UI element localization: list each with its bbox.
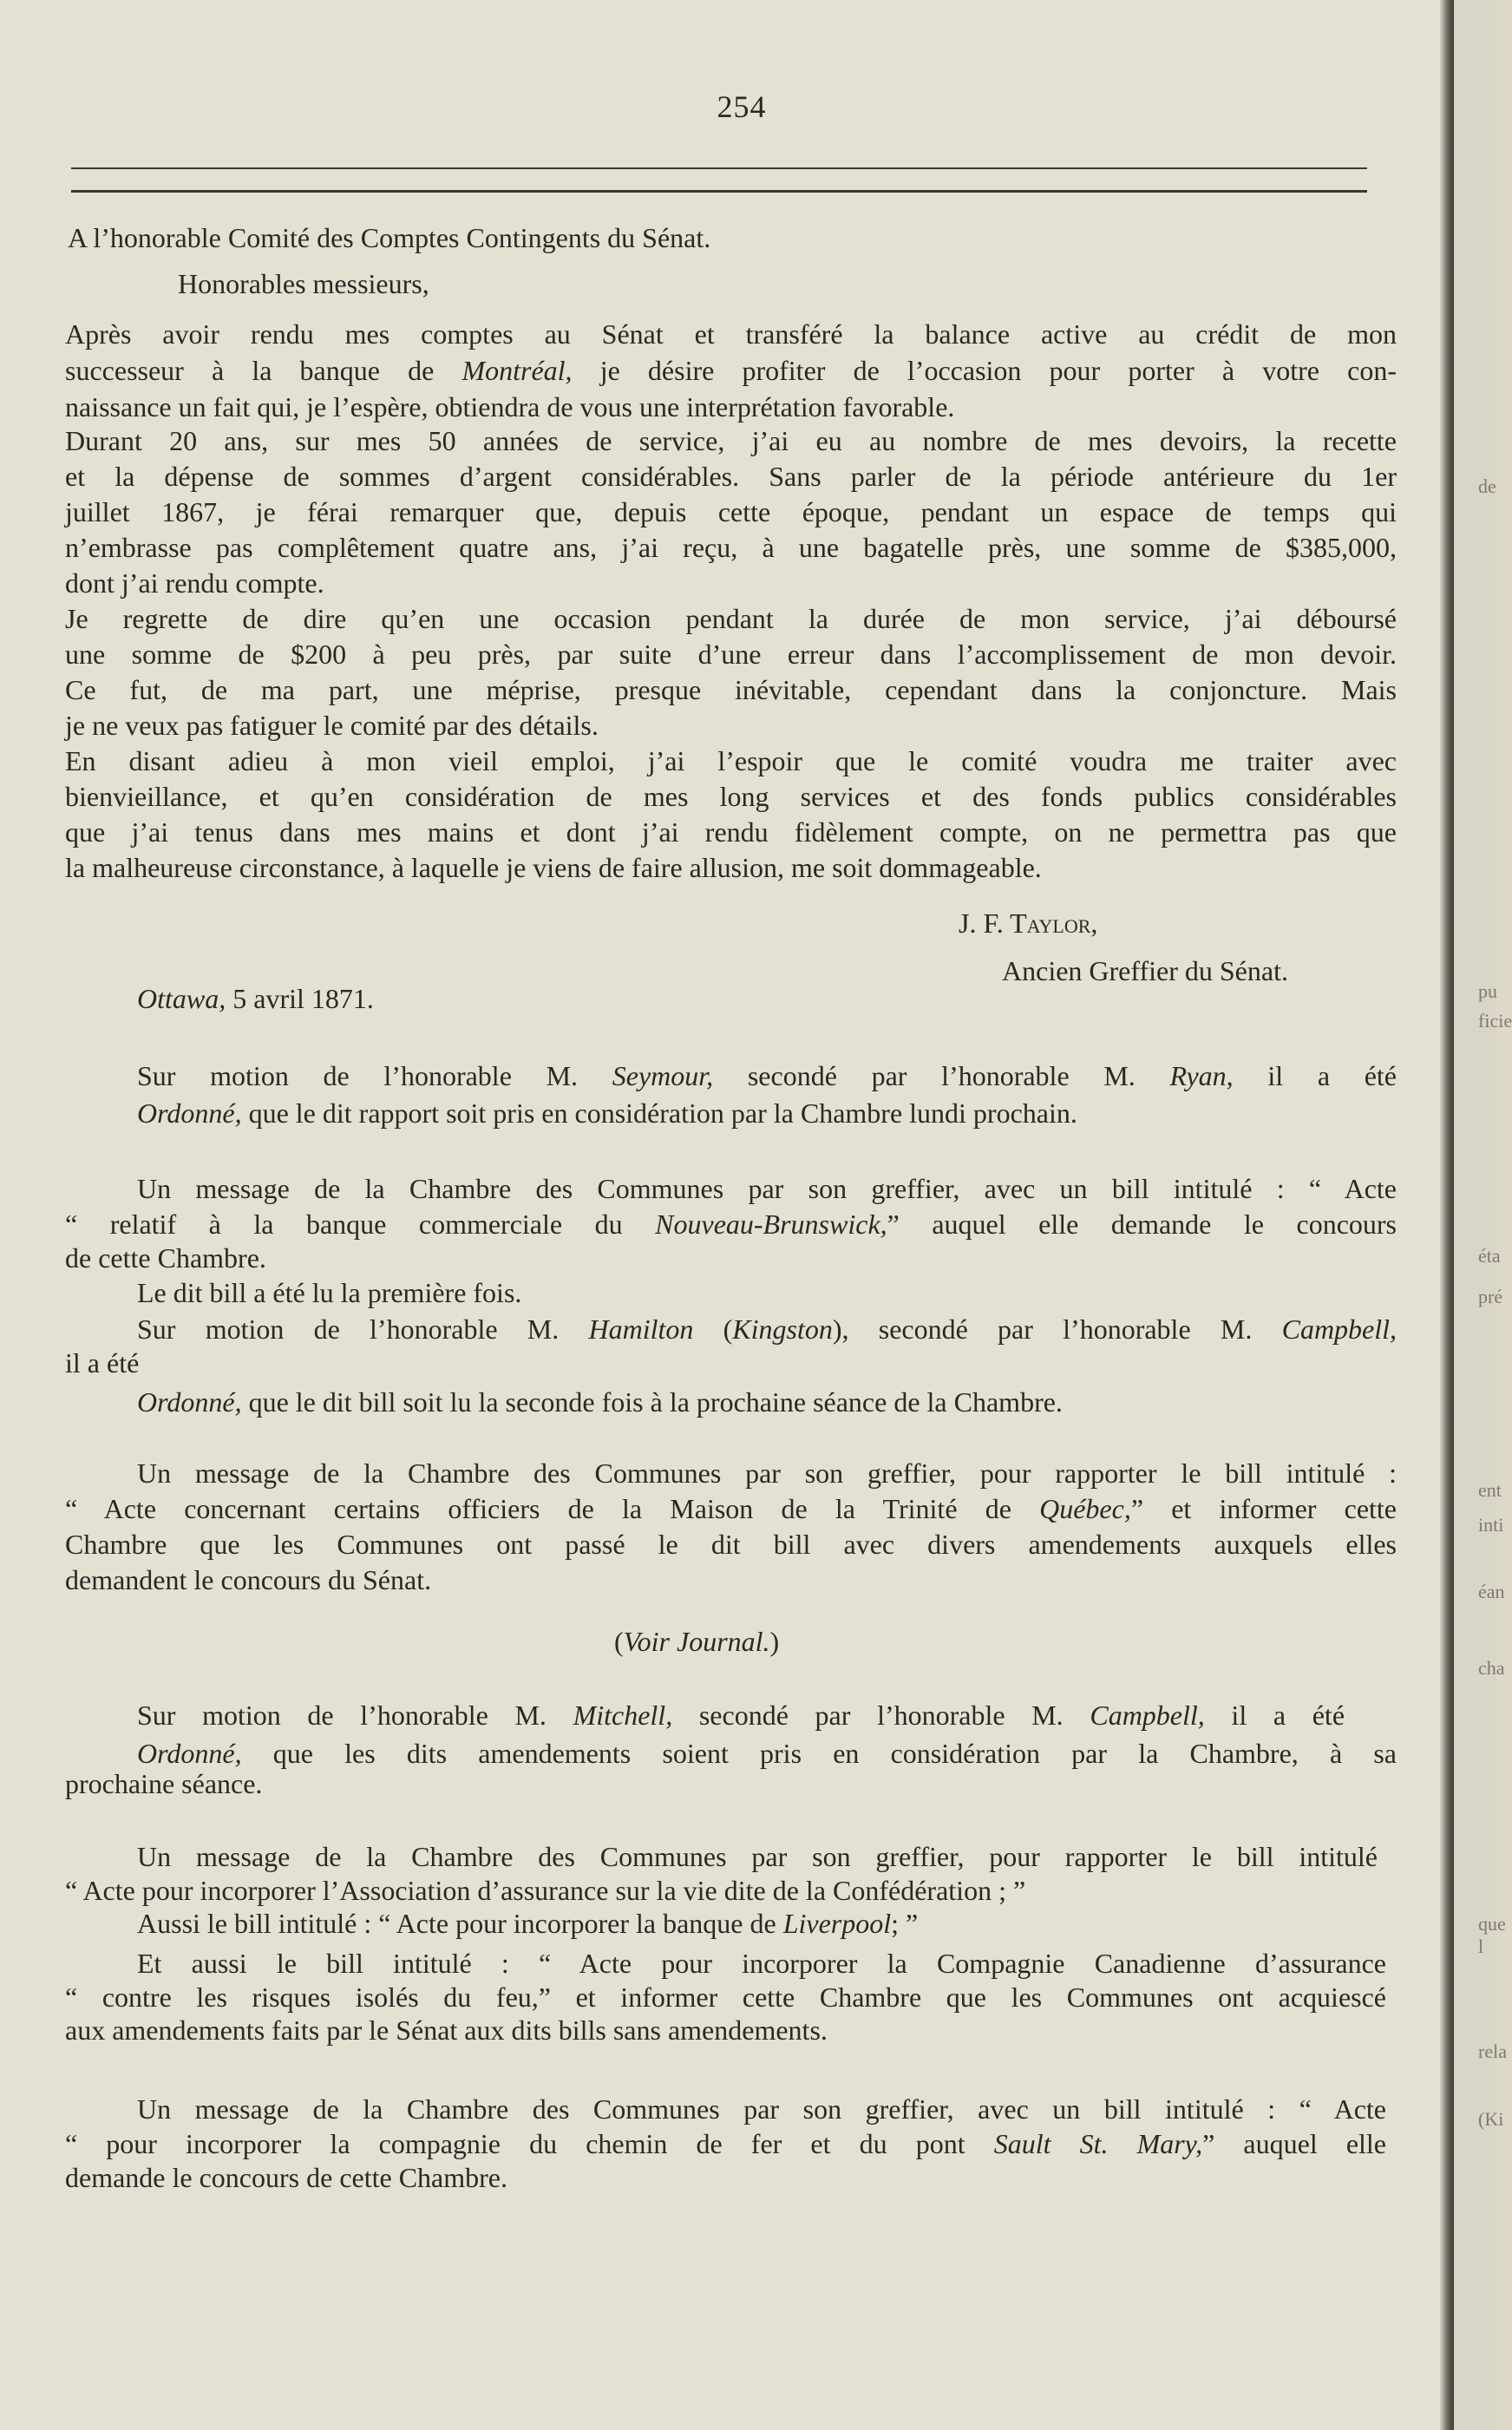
paragraph-line: une somme de $200 à peu près, par suite d’une erreur dans l’accomplissement de mon devoir.	[65, 639, 1397, 670]
paragraph-line: dont j’ai rendu compte.	[65, 567, 324, 599]
paragraph-line: Sur motion de l’honorable M. Hamilton (Kingston), secondé par l’honorable M. Campbell,	[137, 1313, 1397, 1345]
paragraph-line: Un message de la Chambre des Communes par son greffier, pour rapporter le bill intitulé :	[137, 1457, 1397, 1489]
margin-fragment: de	[1478, 475, 1496, 497]
paragraph-line: demande le concours de cette Chambre.	[65, 2162, 507, 2193]
paragraph-line: Après avoir rendu mes comptes au Sénat et transféré la balance active au crédit de mon	[65, 318, 1397, 350]
paragraph-line: Un message de la Chambre des Communes par son greffier, pour rapporter le bill intitulé	[137, 1841, 1378, 1872]
letter-date: Ottawa, 5 avril 1871.	[137, 983, 374, 1014]
page-number: 254	[717, 89, 767, 124]
paragraph-line: Ordonné, que le dit rapport soit pris en considération par la Chambre lundi prochain.	[137, 1097, 1077, 1129]
paragraph-line: il a été	[65, 1347, 140, 1379]
paragraph-line: je ne veux pas fatiguer le comité par des détails.	[65, 710, 599, 741]
paragraph-line: Ordonné, que les dits amendements soient pris en considération par la Chambre, à sa	[137, 1738, 1397, 1769]
paragraph-line: “ contre les risques isolés du feu,” et informer cette Chambre que les Communes ont acquiescé	[65, 1981, 1386, 2013]
paragraph-line: Un message de la Chambre des Communes par son greffier, avec un bill intitulé : “ Acte	[137, 1173, 1397, 1204]
paragraph-line: Chambre que les Communes ont passé le dit bill avec divers amendements auxquels elles	[65, 1529, 1397, 1560]
paragraph-line: que j’ai tenus dans mes mains et dont j’ai rendu fidèlement compte, on ne permettra pas que	[65, 816, 1397, 848]
signature-title: Ancien Greffier du Sénat.	[1002, 955, 1288, 986]
paragraph-line: et la dépense de sommes d’argent considérables. Sans parler de la période antérieure du 1er	[65, 461, 1397, 492]
paragraph-line: Durant 20 ans, sur mes 50 années de service, j’ai eu au nombre de mes devoirs, la recette	[65, 425, 1397, 456]
letter-greeting: Honorables messieurs,	[178, 268, 429, 299]
book-gutter	[1440, 0, 1454, 2430]
paragraph-line: “ pour incorporer la compagnie du chemin de fer et du pont Sault St. Mary,” auquel elle	[65, 2128, 1387, 2159]
paragraph-line: Ordonné, que le dit bill soit lu la seconde fois à la prochaine séance de la Chambre.	[137, 1386, 1063, 1418]
margin-fragment: inti	[1478, 1514, 1504, 1536]
paragraph-line: successeur à la banque de Montréal, je désire profiter de l’occasion pour porter à votre con-	[65, 355, 1397, 386]
paragraph-line: “ relatif à la banque commerciale du Nouveau-Brunswick,” auquel elle demande le concours	[65, 1208, 1397, 1240]
journal-reference: (Voir Journal.)	[614, 1626, 780, 1657]
margin-fragment: cha	[1478, 1657, 1505, 1679]
paragraph-line: Un message de la Chambre des Communes par son greffier, avec un bill intitulé : “ Acte	[137, 2093, 1386, 2125]
paragraph-line: juillet 1867, je férai remarquer que, depuis cette époque, pendant un espace de temps qui	[65, 496, 1397, 527]
margin-fragment: éan	[1478, 1581, 1505, 1602]
paragraph-line: prochaine séance.	[65, 1768, 263, 1799]
margin-fragment: éta	[1478, 1245, 1501, 1267]
paragraph-line: “ Acte pour incorporer l’Association d’assurance sur la vie dite de la Confédération ; ”	[65, 1875, 1026, 1906]
paragraph-line: de cette Chambre.	[65, 1242, 266, 1274]
paragraph-line: naissance un fait qui, je l’espère, obtiendra de vous une interprétation favorable.	[65, 391, 955, 422]
paragraph-line: Je regrette de dire qu’en une occasion pendant la durée de mon service, j’ai déboursé	[65, 603, 1397, 634]
paragraph-line: Sur motion de l’honorable M. Mitchell, secondé par l’honorable M. Campbell, il a été	[137, 1700, 1345, 1731]
paragraph-line: la malheureuse circonstance, à laquelle je viens de faire allusion, me soit dommageable.	[65, 852, 1042, 883]
paragraph-line: Le dit bill a été lu la première fois.	[137, 1277, 522, 1308]
paragraph-line: Ce fut, de ma part, une méprise, presque inévitable, cependant dans la conjoncture. Mais	[65, 674, 1397, 705]
header-rule	[71, 167, 1367, 169]
paragraph-line: “ Acte concernant certains officiers de la Maison de la Trinité de Québec,” et informer cette	[65, 1493, 1397, 1524]
paragraph-line: Aussi le bill intitulé : “ Acte pour incorporer la banque de Liverpool; ”	[137, 1908, 919, 1939]
paragraph-line: aux amendements faits par le Sénat aux dits bills sans amendements.	[65, 2014, 828, 2046]
paragraph-line: bienvieillance, et qu’en considération de mes long services et des fonds publics considérables	[65, 781, 1397, 812]
margin-fragment: ent	[1478, 1479, 1502, 1501]
paragraph-line: Sur motion de l’honorable M. Seymour, secondé par l’honorable M. Ryan, il a été	[137, 1060, 1397, 1091]
signature-name: J. F. Taylor,	[959, 907, 1098, 939]
paragraph-line: n’embrasse pas complêtement quatre ans, j’ai reçu, à une bagatelle près, une somme de $385,000,	[65, 532, 1397, 563]
header-rule	[71, 190, 1367, 193]
margin-fragment: ficie	[1478, 1010, 1512, 1032]
paragraph-line: En disant adieu à mon vieil emploi, j’ai l’espoir que le comité voudra me traiter avec	[65, 745, 1397, 776]
letter-salutation: A l’honorable Comité des Comptes Contingents du Sénat.	[68, 222, 711, 253]
adjacent-page-edge	[1454, 0, 1496, 2430]
margin-fragment: que l	[1478, 1913, 1506, 1957]
margin-fragment: pu	[1478, 980, 1497, 1002]
margin-fragment: (Ki	[1478, 2108, 1504, 2130]
paragraph-line: demandent le concours du Sénat.	[65, 1564, 432, 1595]
margin-fragment: rela	[1478, 2040, 1507, 2062]
paragraph-line: Et aussi le bill intitulé : “ Acte pour incorporer la Compagnie Canadienne d’assurance	[137, 1948, 1386, 1979]
margin-fragment: pré	[1478, 1286, 1503, 1307]
